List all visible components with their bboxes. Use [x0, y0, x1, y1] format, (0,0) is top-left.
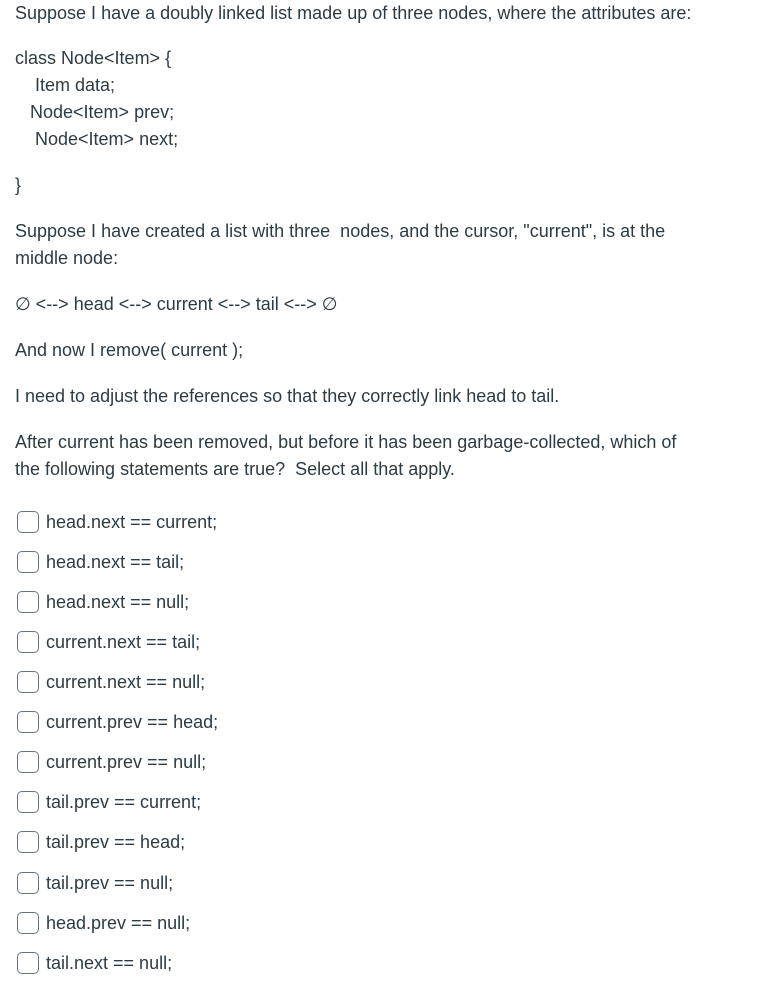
option-current-next-null[interactable] [17, 669, 205, 695]
checkbox[interactable] [17, 511, 39, 533]
checkbox[interactable] [17, 912, 39, 934]
checkbox[interactable] [17, 711, 39, 733]
code-data-line: Item data; [35, 75, 116, 95]
option-current-prev-null[interactable] [17, 749, 206, 775]
option-tail-prev-null[interactable] [17, 870, 173, 896]
option-head-prev-null[interactable] [17, 910, 190, 936]
option-label[interactable]: current.prev == null; [46, 752, 207, 772]
checkbox[interactable] [17, 872, 39, 894]
setup-text-line2: middle node: [15, 248, 119, 268]
option-label[interactable]: tail.prev == null; [46, 873, 174, 893]
option-current-prev-head[interactable] [17, 709, 218, 735]
option-label[interactable]: tail.prev == current; [46, 792, 202, 812]
checkbox[interactable] [17, 631, 39, 653]
checkbox[interactable] [17, 671, 39, 693]
checkbox[interactable] [17, 551, 39, 573]
option-head-next-null[interactable] [17, 589, 189, 615]
checkbox[interactable] [17, 952, 39, 974]
option-tail-prev-head[interactable] [17, 829, 185, 855]
option-label[interactable]: current.next == tail; [46, 632, 201, 652]
code-close-brace: } [15, 175, 22, 195]
option-current-next-tail[interactable] [17, 629, 200, 655]
adjust-text: I need to adjust the references so that they correctly link head to tail. [15, 386, 560, 406]
setup-text-line1: Suppose I have created a list with three nodes, and the cursor, "current", is at the [15, 221, 666, 241]
option-label[interactable]: head.prev == null; [46, 913, 191, 933]
prompt-text-line2: the following statements are true? Select all that apply. [15, 459, 455, 479]
option-label[interactable]: head.next == tail; [46, 552, 185, 572]
code-next-line: Node<Item> next; [35, 129, 179, 149]
code-prev-line: Node<Item> prev; [30, 102, 175, 122]
option-label[interactable]: current.next == null; [46, 672, 206, 692]
option-label[interactable]: head.next == null; [46, 592, 190, 612]
checkbox[interactable] [17, 831, 39, 853]
option-tail-next-null[interactable] [17, 950, 172, 976]
option-label[interactable]: head.next == current; [46, 512, 218, 532]
list-diagram: ∅ <--> head <--> current <--> tail <--> ∅ [15, 294, 338, 314]
checkbox[interactable] [17, 591, 39, 613]
option-label[interactable]: current.prev == head; [46, 712, 219, 732]
prompt-text-line1: After current has been removed, but before it has been garbage-collected, which of [15, 432, 677, 452]
remove-text: And now I remove( current ); [15, 340, 244, 360]
option-tail-prev-current[interactable] [17, 789, 201, 815]
intro-text: Suppose I have a doubly linked list made up of three nodes, where the attributes are: [15, 3, 692, 23]
code-class-line: class Node<Item> { [15, 48, 172, 68]
option-head-next-current[interactable] [17, 509, 217, 535]
option-label[interactable]: tail.next == null; [46, 953, 173, 973]
option-label[interactable]: tail.prev == head; [46, 832, 186, 852]
checkbox[interactable] [17, 791, 39, 813]
checkbox[interactable] [17, 751, 39, 773]
option-head-next-tail[interactable] [17, 549, 184, 575]
